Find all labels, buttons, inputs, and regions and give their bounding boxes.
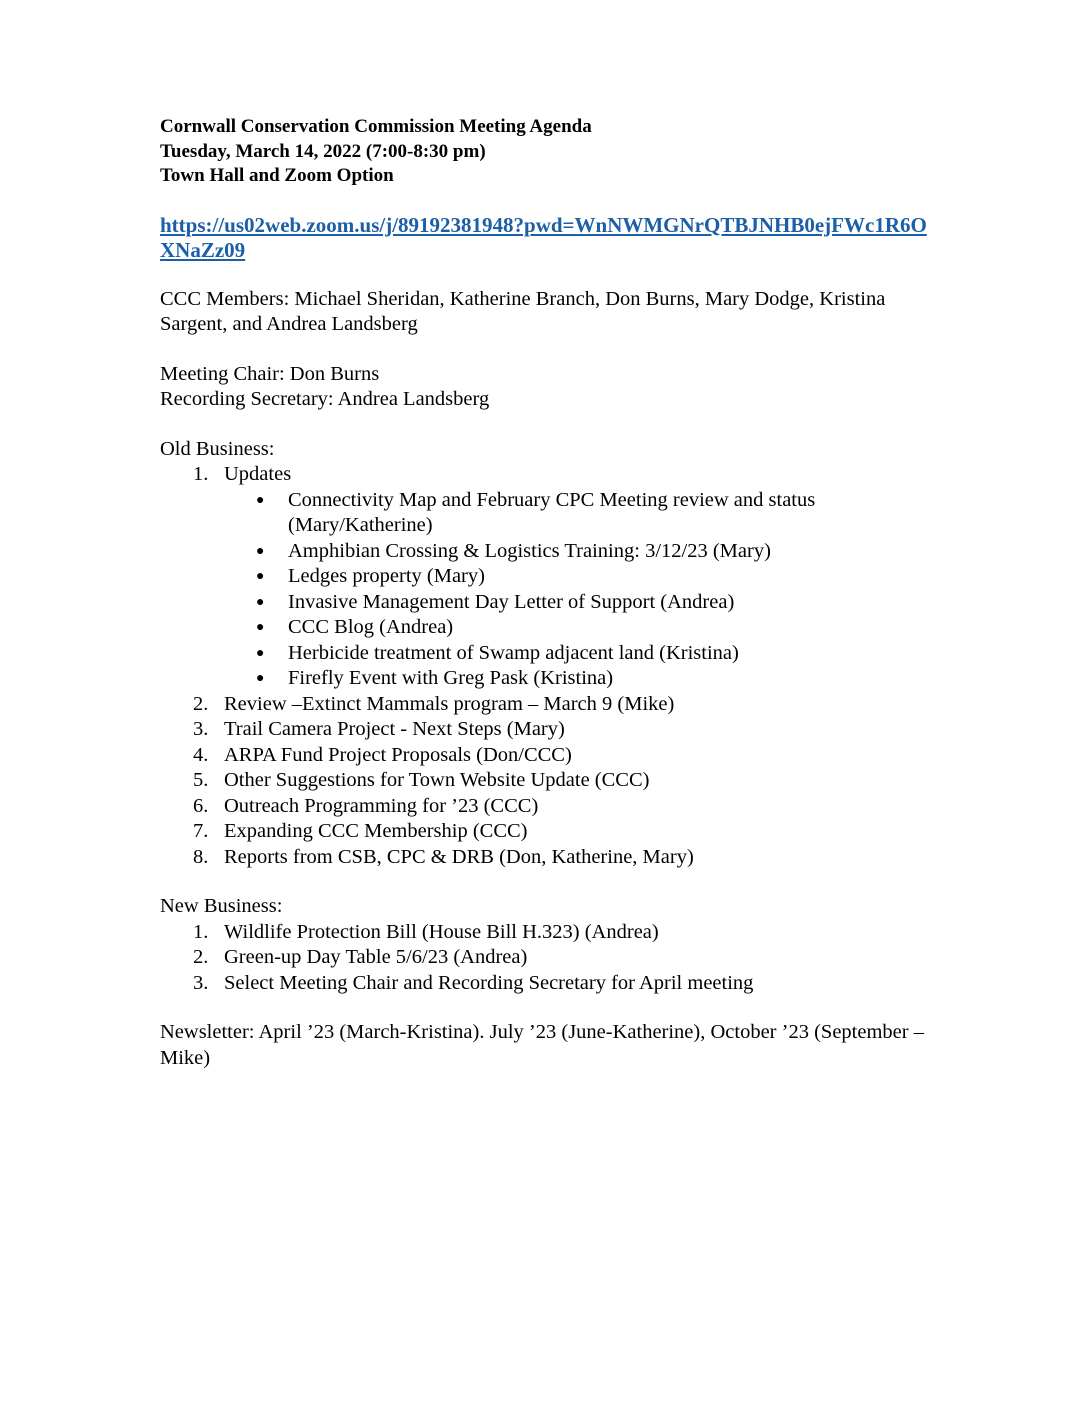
list-item — [224, 564, 940, 590]
list-item — [160, 743, 940, 769]
list-item — [160, 845, 940, 871]
list-item — [224, 590, 940, 616]
bullet-icon: ● — [256, 645, 265, 661]
item-label: Green-up Day Table 5/6/23 (Andrea) — [224, 946, 528, 968]
old-business-list — [160, 462, 940, 870]
item-label: Trail Camera Project - Next Steps (Mary) — [224, 718, 565, 740]
bullet-icon: ● — [256, 543, 265, 559]
agenda-title: Cornwall Conservation Commission Meeting Agenda — [160, 116, 592, 137]
list-item — [224, 615, 940, 641]
item-label: CCC Blog (Andrea) — [288, 616, 454, 638]
bullet-icon: ● — [256, 492, 265, 508]
roles-block — [160, 362, 940, 413]
item-number: 6. — [193, 794, 209, 817]
item-label: Other Suggestions for Town Website Update (CCC) — [224, 769, 650, 791]
list-item — [160, 794, 940, 820]
item-number: 5. — [193, 769, 209, 791]
item-label: Firefly Event with Greg Pask (Kristina) — [288, 667, 614, 689]
item-label: Ledges property (Mary) — [288, 565, 485, 587]
item-label: Expanding CCC Membership (CCC) — [224, 820, 528, 842]
bullet-icon: ● — [256, 569, 265, 584]
meeting-chair: Meeting Chair: Don Burns — [160, 362, 380, 385]
item-number: 1. — [193, 463, 209, 485]
item-label: Invasive Management Day Letter of Support (Andrea) — [288, 590, 735, 613]
recording-secretary: Recording Secretary: Andrea Landsberg — [160, 388, 490, 410]
list-item — [160, 692, 940, 718]
list-item — [224, 539, 940, 565]
item-label: Review –Extinct Mammals program – March 9 (Mike) — [224, 692, 675, 715]
new-business-heading: New Business: — [160, 895, 283, 917]
item-number: 1. — [193, 920, 209, 943]
meeting-location: Town Hall and Zoom Option — [160, 165, 394, 186]
list-item — [160, 717, 940, 743]
list-item — [160, 462, 940, 692]
list-item — [224, 641, 940, 667]
new-business-list — [160, 920, 940, 997]
item-label: Connectivity Map and February CPC Meeting review and status (Mary/Katherine) — [288, 488, 816, 536]
item-number: 8. — [193, 845, 209, 868]
list-item — [224, 666, 940, 692]
zoom-link[interactable]: https://us02web.zoom.us/j/89192381948?pwd=WnNWMGNrQTBJNHB0ejFWc1R6OXNaZz09 — [160, 212, 927, 262]
item-number: 3. — [193, 971, 209, 994]
meeting-date: Tuesday, March 14, 2022 (7:00-8:30 pm) — [160, 140, 486, 162]
agenda-document — [160, 115, 940, 1071]
item-label: Wildlife Protection Bill (House Bill H.323) (Andrea) — [224, 920, 659, 943]
updates-sublist — [224, 488, 940, 692]
old-business-section — [160, 437, 940, 871]
item-label: Outreach Programming for ’23 (CCC) — [224, 794, 539, 817]
item-number: 2. — [193, 692, 209, 715]
list-item — [224, 488, 940, 539]
item-number: 7. — [193, 820, 209, 842]
item-label: Updates — [224, 463, 292, 485]
item-label: Select Meeting Chair and Recording Secretary for April meeting — [224, 971, 754, 994]
item-label: Amphibian Crossing & Logistics Training: 3/12/23 (Mary) — [288, 539, 771, 562]
old-business-heading: Old Business: — [160, 437, 275, 460]
new-business-section — [160, 894, 940, 996]
list-item — [160, 920, 940, 946]
item-label: ARPA Fund Project Proposals (Don/CCC) — [224, 743, 572, 766]
bullet-icon: ● — [256, 594, 265, 610]
list-item — [160, 971, 940, 997]
list-item — [160, 819, 940, 845]
item-label: Reports from CSB, CPC & DRB (Don, Katherine, Mary) — [224, 845, 694, 868]
newsletter-paragraph: Newsletter: April ’23 (March-Kristina). July ’23 (June-Katherine), October ’23 (September – Mike) — [160, 1021, 924, 1069]
bullet-icon: ● — [256, 671, 265, 686]
list-item — [160, 768, 940, 794]
bullet-icon: ● — [256, 620, 265, 635]
agenda-header — [160, 115, 940, 189]
members-paragraph: CCC Members: Michael Sheridan, Katherine Branch, Don Burns, Mary Dodge, Kristina Sargent, and Andrea Landsberg — [160, 287, 886, 335]
item-number: 4. — [193, 743, 209, 766]
item-number: 3. — [193, 718, 209, 740]
item-number: 2. — [193, 946, 209, 968]
list-item — [160, 945, 940, 971]
item-label: Herbicide treatment of Swamp adjacent land (Kristina) — [288, 641, 739, 664]
